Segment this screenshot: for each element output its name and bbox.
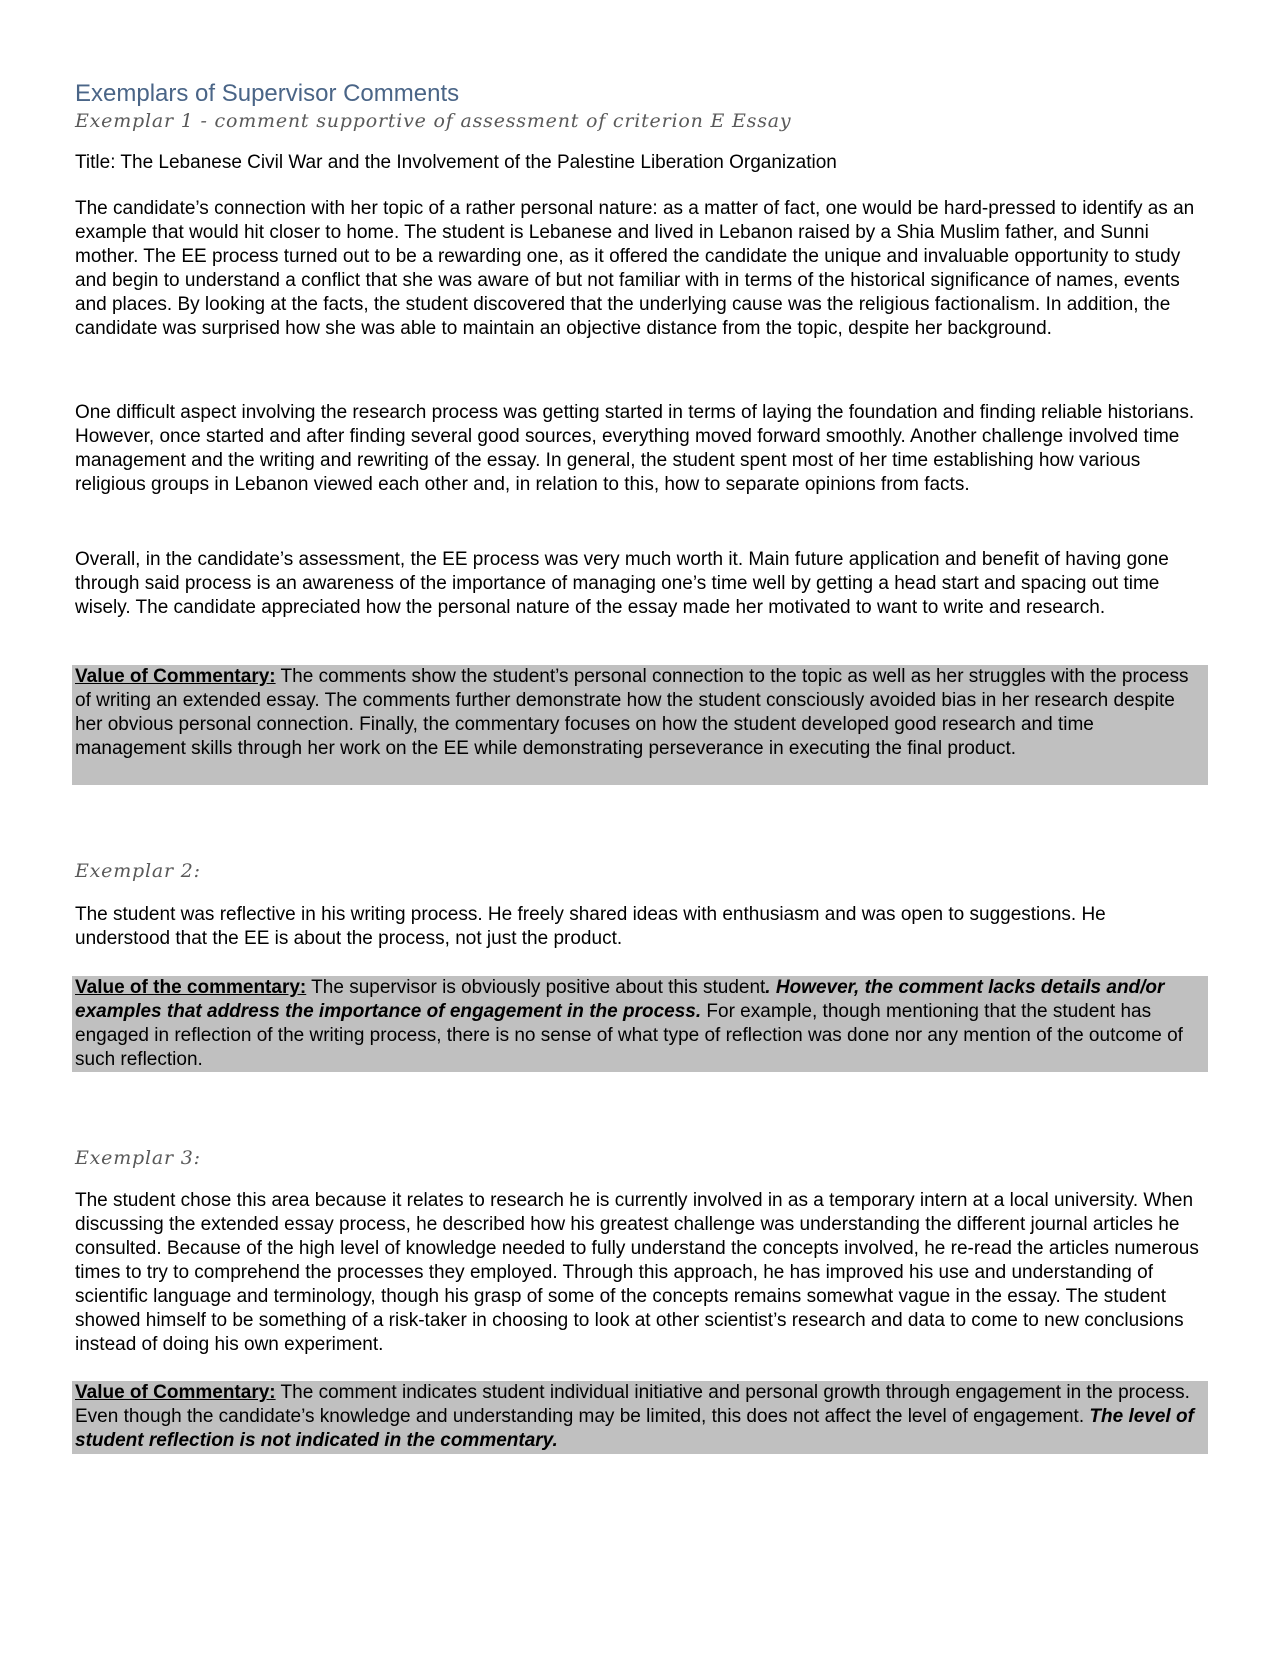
exemplar-2-commentary-emphasis: . However, the comment lacks details and/or examples that address the importance of engagement in the process. xyxy=(75,977,1165,1022)
exemplar-1-essay-title: Title: The Lebanese Civil War and the Involvement of the Palestine Liberation Organization xyxy=(75,152,837,173)
exemplar-3-commentary-emphasis: The level of student reflection is not indicated in the commentary. xyxy=(75,1406,1194,1451)
document-title: Exemplars of Supervisor Comments xyxy=(75,80,460,107)
exemplar-2-paragraph-1: The student was reflective in his writing process. He freely shared ideas with enthusiasm and was open to suggestions. He understood that the EE is about the process, not just the product. xyxy=(75,904,1106,949)
exemplar-3-paragraph-1: The student chose this area because it relates to research he is currently involved in as a temporary intern at a local university. When discussing the extended essay process, he described how his greatest challenge was understanding the different journal articles he consulted. Because of the high level of knowledge needed to fully understand the concepts involved, he re-read the articles numerous times to try to comprehend the processes they employed. Through this approach, he has improved his use and understanding of scientific language and terminology, though his grasp of some of the concepts remains somewhat vague in the essay. The student showed himself to be something of a risk-taker in choosing to look at other scientist’s research and data to come to new conclusions instead of doing his own experiment. xyxy=(75,1190,1199,1355)
exemplar-3-heading: Exemplar 3: xyxy=(75,1147,201,1169)
exemplar-2-commentary-text: The supervisor is obviously positive about this student xyxy=(306,977,766,998)
exemplar-1-commentary xyxy=(72,665,1208,785)
exemplar-3-commentary-label: Value of Commentary: xyxy=(75,1382,276,1403)
exemplar-1-commentary-label: Value of Commentary: xyxy=(75,666,276,687)
exemplar-3-commentary-text: The comment indicates student individual initiative and personal growth through engagement in the process. Even though the candidate’s knowledge and understanding may be limited, this does not affect the level of engagement. xyxy=(75,1382,1190,1427)
exemplar-2-commentary-label: Value of the commentary: xyxy=(75,977,307,998)
exemplar-2-commentary-text-after: For example, though mentioning that the student has engaged in reflection of the writing process, there is no sense of what type of reflection was done nor any mention of the outcome of such reflection. xyxy=(75,1001,1183,1070)
exemplar-1-paragraph-3: Overall, in the candidate’s assessment, the EE process was very much worth it. Main future application and benefit of having gone through said process is an awareness of the importance of managing one’s time well by getting a head start and spacing out time wisely. The candidate appreciated how the personal nature of the essay made her motivated to want to write and research. xyxy=(75,549,1169,618)
exemplar-3-commentary xyxy=(72,1381,1208,1454)
exemplar-1-commentary-text: The comments show the student’s personal connection to the topic as well as her struggles with the process of writing an extended essay. The comments further demonstrate how the student consciously avoided bias in her research despite her obvious personal connection. Finally, the commentary focuses on how the student developed good research and time management skills through her work on the EE while demonstrating perseverance in executing the final product. xyxy=(75,666,1189,759)
exemplar-1-paragraph-1: The candidate’s connection with her topic of a rather personal nature: as a matter of fact, one would be hard-pressed to identify as an example that would hit closer to home. The student is Lebanese and lived in Lebanon raised by a Shia Muslim father, and Sunni mother. The EE process turned out to be a rewarding one, as it offered the candidate the unique and invaluable opportunity to study and begin to understand a conflict that she was aware of but not familiar with in terms of the historical significance of names, events and places. By looking at the facts, the student discovered that the underlying cause was the religious factionalism. In addition, the candidate was surprised how she was able to maintain an objective distance from the topic, despite her background. xyxy=(75,198,1195,339)
exemplar-1-paragraph-2: One difficult aspect involving the research process was getting started in terms of laying the foundation and finding reliable historians. However, once started and after finding several good sources, everything moved forward smoothly. Another challenge involved time management and the writing and rewriting of the essay. In general, the student spent most of her time establishing how various religious groups in Lebanon viewed each other and, in relation to this, how to separate opinions from facts. xyxy=(75,402,1195,495)
exemplar-2-heading: Exemplar 2: xyxy=(75,860,201,882)
exemplar-2-commentary xyxy=(72,976,1208,1072)
exemplar-1-heading: Exemplar 1 - comment supportive of assessment of criterion E Essay xyxy=(75,110,792,132)
